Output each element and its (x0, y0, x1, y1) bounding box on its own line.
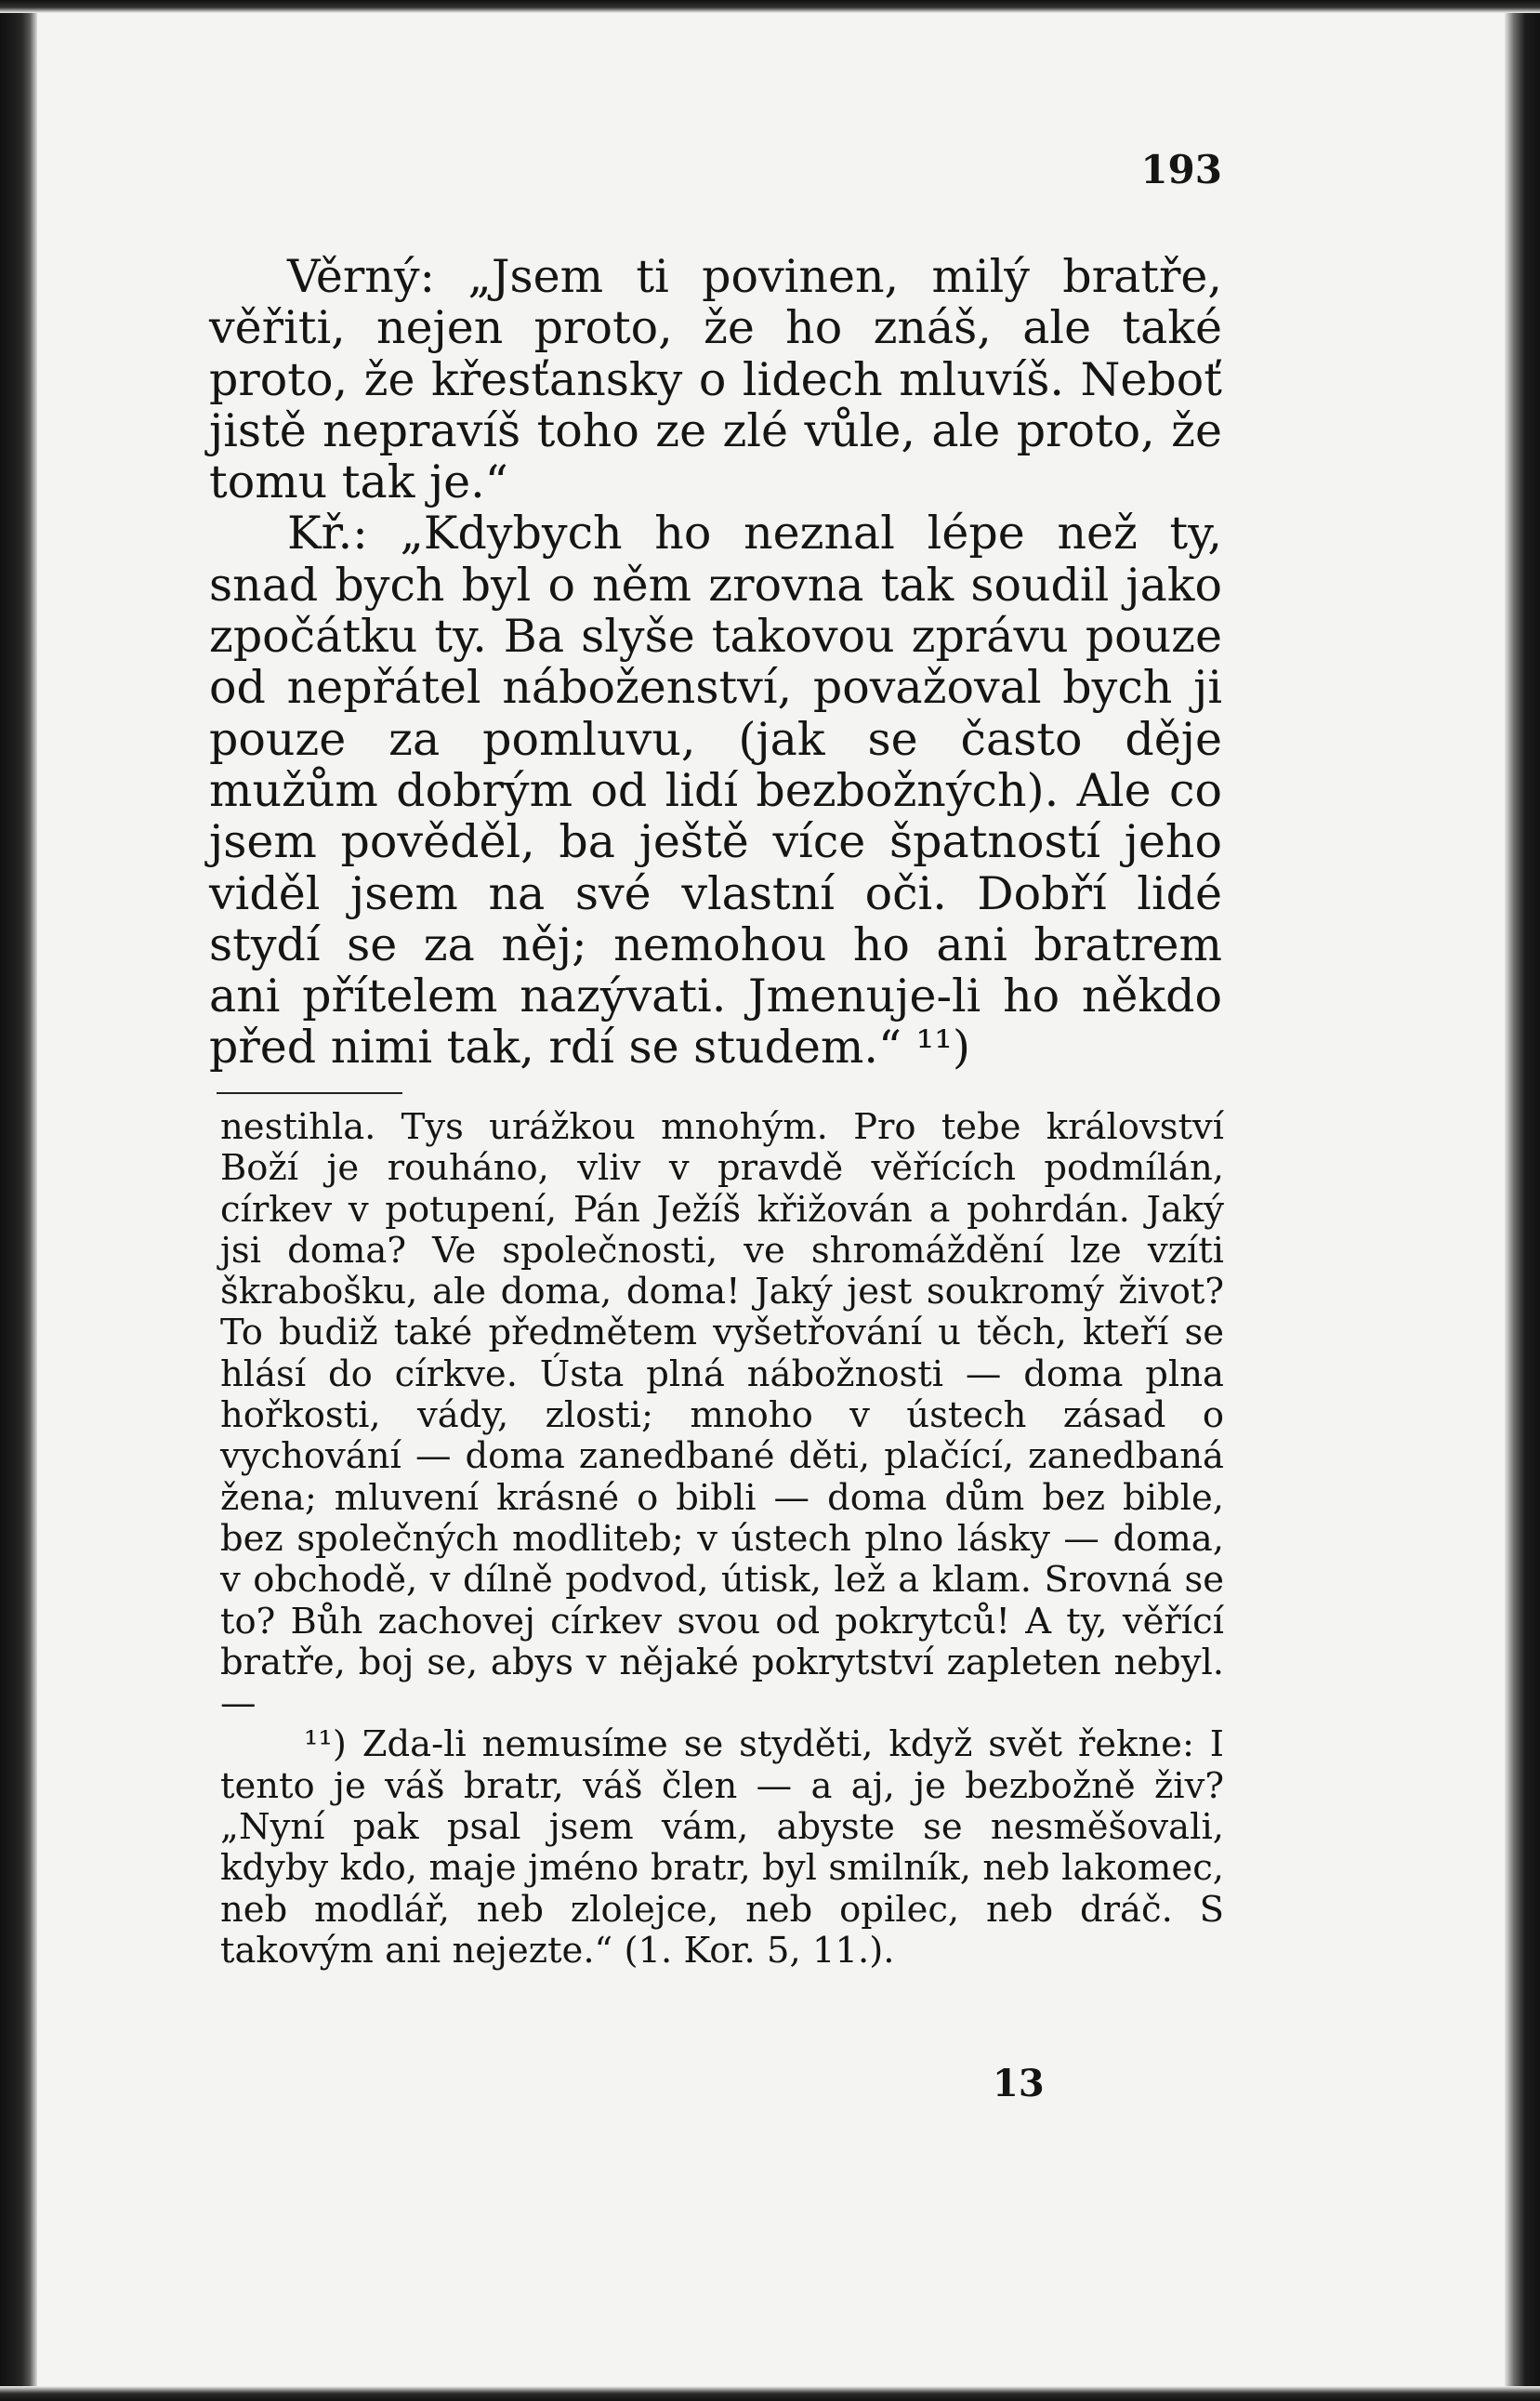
footnote-continuation: nestihla. Tys urážkou mnohým. Pro tebe království Boží je rouháno, vliv v pravdě věřících podmílán, církev v potupení, Pán Ježíš křižován a pohrdán. Jaký jsi doma? Ve společnosti, ve shromáždění lze vzíti škrabošku, ale doma, doma! Jaký jest soukromý život? To budiž také předmětem vyšetřování u těch, kteří se hlásí do církve. Ústa plná nábožnosti — doma plna hořkosti, vády, zlosti; mnoho v ústech zásad o vychování — doma zanedbané děti, plačící, zanedbaná žena; mluvení krásné o bibli — doma dům bez bible, bez společných modliteb; v ústech plno lásky — doma, v obchodě, v dílně podvod, útisk, lež a klam. Srovná se to? Bůh zachovej církev svou od pokrytců! A ty, věřící bratře, boj se, abys v nějaké pokrytství zapleten nebyl. — (220, 1106, 1224, 1725)
paragraph-verny: Věrný: „Jsem ti povinen, milý bratře, věřiti, nejen proto, že ho znáš, ale také proto, že křesťansky o lidech mluvíš. Neboť jistě nepravíš toho ze zlé vůle, ale proto, že tomu tak je.“ (209, 250, 1222, 509)
scan-edge-right (1505, 0, 1540, 2401)
scan-edge-top (0, 0, 1540, 13)
scan-edge-bottom (0, 2386, 1540, 2401)
scan-edge-left (0, 0, 37, 2401)
paragraph-kristian: Kř.: „Kdybych ho neznal lépe než ty, snad bych byl o něm zrovna tak soudil jako zpočátku ty. Ba slyše takovou zprávu pouze od nepřátel náboženství, považoval bych ji pouze za pomluvu, (jak se často děje mužům dobrým od lidí bezbožných). Ale co jsem pověděl, ba ještě více špatností jeho viděl jsem na své vlastní oči. Dobří lidé stydí se za něj; nemohou ho ani bratrem ani přítelem nazývati. Jmenuje-li ho někdo před nimi tak, rdí se studem.“ ¹¹) (209, 507, 1222, 1075)
signature-mark: 13 (993, 2062, 1045, 2105)
footnote-11: ¹¹) Zda-li nemusíme se styděti, když svět řekne: I tento je váš bratr, váš člen — a aj, je bezbožně živ? „Nyní pak psal jsem vám, abyste se nesměšovali, kdyby kdo, maje jméno bratr, byl smilník, neb lakomec, neb modlář, neb zlolejce, neb opilec, neb dráč. S takovým ani nejezte.“ (1. Kor. 5, 11.). (220, 1723, 1224, 1972)
main-text (209, 251, 1222, 1074)
page-number: 193 (1140, 147, 1222, 192)
footnote-divider (217, 1092, 402, 1094)
footnotes (220, 1107, 1224, 1972)
